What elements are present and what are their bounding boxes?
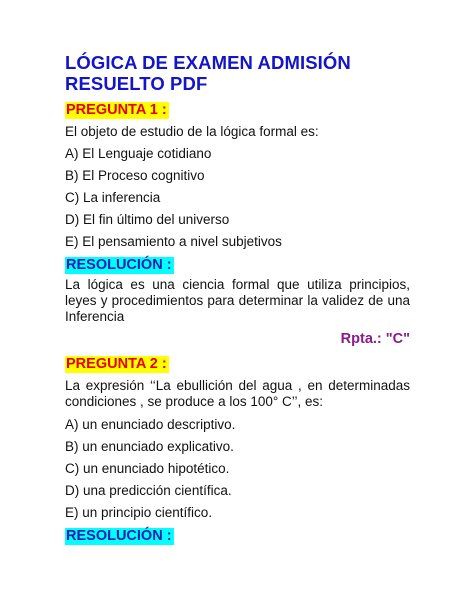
option-d: D) una predicción científica. [65, 483, 232, 498]
resolution-1-label: RESOLUCIÓN : [66, 257, 172, 273]
question-1-options [65, 146, 410, 250]
resolution-1-text: La lógica es una ciencia formal que utiliza principios, leyes y procedimientos para determinar la validez de una Inferencia [65, 277, 410, 324]
question-1 [65, 101, 410, 348]
option-e: E) un principio científico. [65, 505, 213, 520]
option-b: B) un enunciado explicativo. [65, 439, 234, 454]
question-1-label: PREGUNTA 1 : [66, 102, 167, 118]
option-a: A) un enunciado descriptivo. [65, 417, 236, 432]
option-c: C) La inferencia [65, 190, 161, 205]
document-title: LÓGICA DE EXAMEN ADMISIÓN RESUELTO PDF [65, 52, 351, 94]
option-e: E) El pensamiento a nivel subjetivos [65, 234, 282, 249]
question-1-stem: El objeto de estudio de la lógica formal es: [65, 124, 319, 139]
question-2-stem: La expresión ‘‘La ebullición del agua , en determinadas condiciones , se produce a los 100° C’’, es: [65, 378, 410, 409]
resolution-2-label: RESOLUCIÓN : [66, 528, 172, 544]
option-c: C) un enunciado hipotético. [65, 461, 230, 476]
question-2 [65, 355, 410, 545]
document-page [65, 52, 410, 545]
answer-1: Rpta.: "C" [340, 331, 410, 347]
option-a: A) El Lenguaje cotidiano [65, 146, 212, 161]
question-2-label: PREGUNTA 2 : [66, 356, 167, 372]
option-d: D) El fin último del universo [65, 212, 230, 227]
question-2-options [65, 417, 410, 521]
option-b: B) El Proceso cognitivo [65, 168, 205, 183]
